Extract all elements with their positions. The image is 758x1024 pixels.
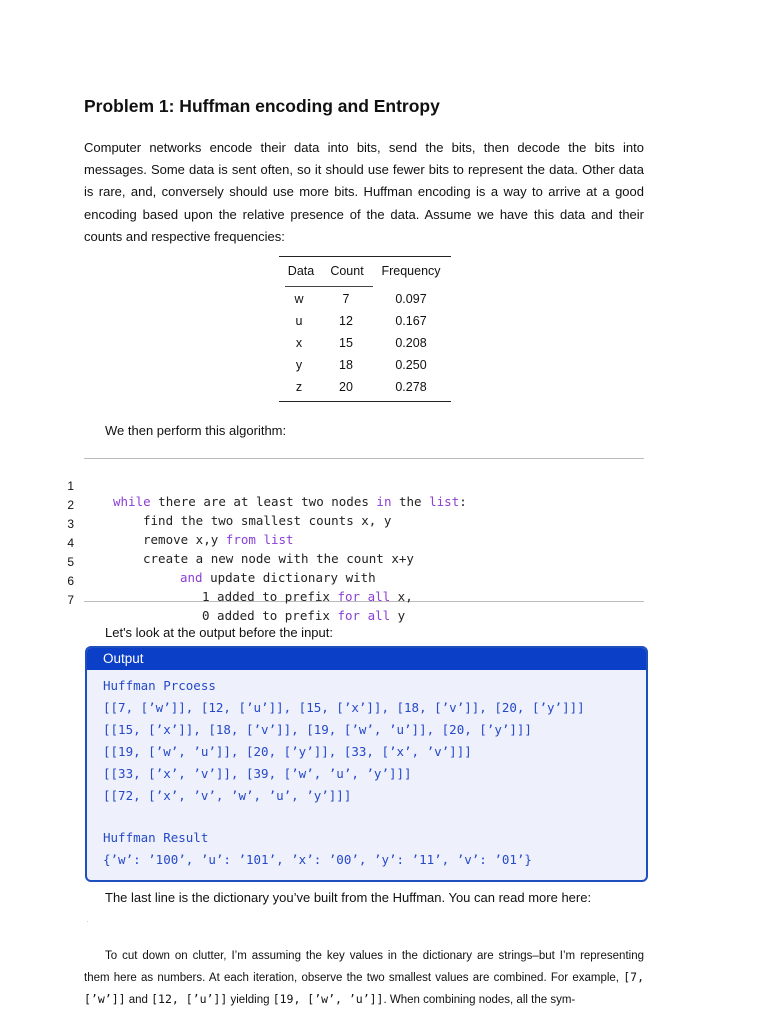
line-number: 1 <box>67 479 74 493</box>
code-text <box>360 608 368 623</box>
keyword: list <box>263 532 294 547</box>
footnote-text: To cut down on clutter, I’m assuming the key values in the dictionary are strings–but I’m representing them here as numbers. At each iteration, observe the two smallest values are combined. For example, <box>84 950 644 984</box>
keyword: list <box>429 494 460 509</box>
footnote <box>84 946 644 1011</box>
code-text: there are at least two nodes <box>150 494 377 509</box>
table-cell-data: x <box>295 336 303 350</box>
code-line <box>67 464 644 509</box>
footnote-code: [12, [’u’]] <box>151 992 228 1006</box>
output-line: Huffman Result <box>103 830 209 845</box>
line-number: 3 <box>67 517 74 531</box>
keyword: all <box>367 589 391 604</box>
table-cell-data: y <box>295 358 303 372</box>
output-line: [[19, [’w’, ’u’]], [20, [’y’]], [33, [’x’, ’v’]]] <box>103 744 472 759</box>
code-line <box>67 559 644 604</box>
footnote-separator: · <box>86 917 89 926</box>
code-line <box>67 540 644 585</box>
keyword: and <box>180 570 203 585</box>
code-text: create a new node with the count x+y <box>143 551 414 566</box>
output-line: [[7, [’w’]], [12, [’u’]], [15, [’x’]], [18, [’v’]], [20, [’y’]]] <box>103 700 585 715</box>
intro-paragraph: Computer networks encode their data into bits, send the bits, then decode the bits into messages. Some data is sent often, so it should use fewer bits to represent the data. Other data is rare, and, conversely should use more bits. Huffman encoding is a way to arrive at a good encoding based upon the relative presence of the data. Assume we have this data and their counts and respective frequencies: <box>84 140 644 244</box>
table-header-frequency: Frequency <box>381 264 441 278</box>
after-output-text: The last line is the dictionary you’ve built from the Huffman. You can read more here: <box>105 890 592 905</box>
table-cell-frequency: 0.278 <box>395 380 427 394</box>
table-header-rule <box>285 286 373 287</box>
algorithm-intro: We then perform this algorithm: <box>105 423 287 438</box>
output-box <box>85 646 648 882</box>
output-line: [[15, [’x’]], [18, [’v’]], [19, [’w’, ’u’]], [20, [’y’]]] <box>103 722 532 737</box>
code-text: : <box>459 494 467 509</box>
table-cell-frequency: 0.250 <box>395 358 427 372</box>
table-cell-data: u <box>295 314 303 328</box>
line-number: 5 <box>67 555 74 569</box>
table-header-data: Data <box>287 264 315 278</box>
keyword: for <box>337 589 361 604</box>
section-heading: Problem 1: Huffman encoding and Entropy <box>84 96 440 116</box>
table-cell-frequency: 0.167 <box>395 314 427 328</box>
output-line: [[33, [’x’, ’v’]], [39, [’w’, ’u’, ’y’]]] <box>103 766 412 781</box>
footnote-text: yielding <box>227 994 273 1006</box>
table-header-count: Count <box>330 264 364 278</box>
line-number: 4 <box>67 536 74 550</box>
table-cell-count: 15 <box>339 336 353 350</box>
table-top-rule <box>279 256 451 257</box>
code-text: remove x,y <box>143 532 226 547</box>
output-box-title: Output <box>103 651 144 666</box>
keyword: for <box>337 608 361 623</box>
table-cell-count: 12 <box>339 314 353 328</box>
table-cell-count: 7 <box>342 292 350 306</box>
footnote-code: [19, [’w’, ’u’]] <box>272 992 384 1006</box>
table-cell-data: z <box>295 380 303 394</box>
footnote-text: and <box>125 994 152 1006</box>
code-text: find the two smallest counts x, y <box>143 513 392 528</box>
table-cell-count: 20 <box>339 380 353 394</box>
footnote-code: [7, [’w’]] <box>84 970 644 1006</box>
output-box-header <box>87 648 646 670</box>
code-text: 1 added to prefix <box>202 589 338 604</box>
keyword: all <box>367 608 391 623</box>
code-line <box>67 578 644 623</box>
table-bottom-rule <box>279 401 451 402</box>
code-text: y <box>390 608 406 623</box>
code-line <box>67 502 644 547</box>
code-text: x, <box>390 589 413 604</box>
output-line: [[72, [’x’, ’v’, ’w’, ’u’, ’y’]]] <box>103 788 352 803</box>
table-cell-frequency: 0.208 <box>395 336 427 350</box>
table-cell-data: w <box>294 292 304 306</box>
line-number: 6 <box>67 574 74 588</box>
keyword: from <box>225 532 256 547</box>
output-line: Huffman Prcoess <box>103 678 216 693</box>
code-text: update dictionary with <box>202 570 376 585</box>
output-line: {’w’: ’100’, ’u’: ’101’, ’x’: ’00’, ’y’: ’11’, ’v’: ’01’} <box>103 852 532 867</box>
output-intro: Let's look at the output before the input: <box>105 625 333 640</box>
code-text: 0 added to prefix <box>202 608 338 623</box>
table-cell-count: 18 <box>339 358 353 372</box>
table-cell-frequency: 0.097 <box>395 292 427 306</box>
line-number: 7 <box>67 593 74 607</box>
code-line <box>67 483 644 528</box>
footnote-text: . When combining nodes, all the sym- <box>383 994 576 1006</box>
keyword: in <box>376 494 392 509</box>
code-line <box>67 521 644 566</box>
line-number: 2 <box>67 498 74 512</box>
algorithm-code-listing <box>67 458 644 623</box>
keyword: while <box>113 494 151 509</box>
code-text: the <box>391 494 430 509</box>
